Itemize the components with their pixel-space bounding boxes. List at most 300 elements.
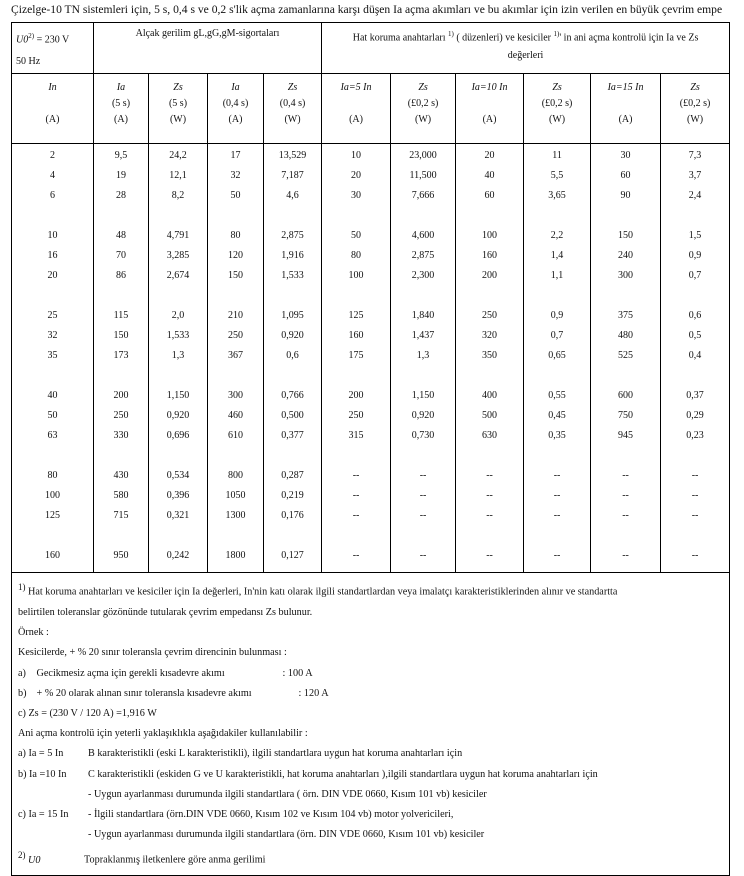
breaker-title-b: ( düzenleri) ve kesiciler [456,32,552,44]
column-header-l1: Ia [231,82,240,94]
group-gap [391,286,455,306]
table-cell: 610 [228,430,243,442]
group-gap [661,206,729,226]
table-cell: 160 [348,330,364,342]
u0-symbol: U0 [16,34,29,46]
column-header-l3: (A) [618,114,633,126]
table-cell: 2,2 [550,230,564,242]
table-cell: 250 [348,410,364,422]
example-a-value: : 100 A [282,667,313,679]
group-gap [591,286,660,306]
table-cell: 0,377 [281,430,304,442]
table-cell: -- [486,510,493,522]
table-cell: 13,529 [278,150,307,162]
example-b [18,684,723,704]
group-gap [94,286,148,306]
table-cell: 0,176 [281,510,304,522]
table-cell: 16 [47,250,58,262]
column-header [456,74,524,144]
group-gap [264,206,321,226]
table-cell: 0,127 [281,550,304,562]
table-cell: 0,35 [548,430,566,442]
table-cell: 2,875 [281,230,304,242]
group-gap [264,366,321,386]
table-cell: 9,5 [114,150,128,162]
group-gap [322,286,390,306]
rule-2-sub: - Uygun ayarlanması durumunda ilgili standartlara ( örn. DIN VDE 0660, Kısım 101 vb) kesiciler [88,788,487,800]
table-cell: 2,4 [688,190,702,202]
table-cell: 0,287 [281,470,304,482]
table-cell: 4 [50,170,55,182]
table-cell: 330 [113,430,129,442]
column-header-l2: (£0,2 s) [541,98,573,110]
table-cell: 30 [351,190,362,202]
group-gap [208,446,263,466]
table-cell: 12,1 [169,170,187,182]
data-column [661,144,730,573]
table-cell: 0,500 [281,410,304,422]
column-header-l3: (W) [284,114,301,126]
column-header-l3: (W) [548,114,566,126]
column-header-row [12,74,730,144]
table-cell: 125 [348,310,364,322]
table-cell: 100 [482,230,498,242]
table-cell: 0,242 [166,550,190,562]
table-cell: 1,1 [550,270,564,282]
table-cell: 23,000 [409,150,437,162]
group-gap [12,206,93,226]
voltage-value: = 230 V [36,34,70,46]
group-gap [591,366,660,386]
table-cell: 0,45 [548,410,566,422]
group-gap [391,206,455,226]
table-cell: 30 [620,150,631,162]
table-cell: -- [622,490,629,502]
table-cell: -- [352,510,360,522]
table-cell: -- [691,470,699,482]
group-gap [591,526,660,546]
rule-3-text: - İlgili standartlara (örn.DIN VDE 0660, Kısım 102 ve Kısım 104 vb) motor yolvericileri, [88,808,454,820]
data-column [12,144,94,573]
table-cell: -- [352,490,360,502]
table-cell: 7,666 [411,190,435,202]
table-cell: 240 [618,250,634,262]
group-gap [524,366,590,386]
table-cell: 1800 [225,550,246,562]
group-gap [208,526,263,546]
table-cell: 19 [116,170,126,182]
table-cell: -- [419,490,427,502]
table-cell: -- [419,510,427,522]
note-1-text-b: belirtilen toleranslar gözönünde tutularak çevrim empedansı Zs bulunur. [18,606,313,618]
table-cell: 0,730 [411,430,435,442]
group-gap [661,526,729,546]
rule-3-head: c) Ia = 15 In [18,808,69,820]
group-gap [94,446,148,466]
breaker-footnote-ref-1: 1) [447,30,454,38]
table-cell: 500 [482,410,498,422]
table-cell: 10 [351,150,362,162]
table-cell: 1050 [225,490,246,502]
table-cell: 1,3 [416,350,430,362]
example-b-value: : 120 A [298,687,329,699]
column-header-l2: (£0,2 s) [679,98,711,110]
group-gap [524,286,590,306]
column-header [391,74,456,144]
column-header-l1: In [48,82,57,94]
column-header-l1: Ia=15 In [607,82,644,94]
table-cell: 200 [113,390,129,402]
group-gap [12,526,93,546]
table-cell: 350 [482,350,498,362]
table-cell: 525 [618,350,634,362]
table-cell: 60 [620,170,631,182]
table-cell: 200 [348,390,364,402]
table-cell: 80 [47,470,58,482]
rule-2 [18,765,723,785]
column-header-l1: Zs [552,82,562,94]
table-cell: 25 [47,310,58,322]
group-gap [661,446,729,466]
table-cell: 1,4 [550,250,564,262]
table-cell: 460 [228,410,243,422]
table-cell: 0,920 [281,330,304,342]
table-cell: 150 [228,270,243,282]
table-cell: 100 [348,270,364,282]
table-cell: 2,300 [411,270,435,282]
example-a [18,664,723,684]
breaker-group-header [322,23,730,74]
example-a-text: Gecikmesiz açma için gerekli kısadevre akımı [36,667,225,679]
breaker-title-a: Hat koruma anahtarları [352,32,446,44]
table-cell: -- [553,470,561,482]
table-cell: 1,150 [411,390,435,402]
table-cell: 0,920 [411,410,435,422]
group-gap [264,286,321,306]
column-header-l1: Zs [418,82,428,94]
example-b-label: b) [18,687,27,699]
table-cell: 0,6 [688,310,702,322]
table-cell: 0,766 [281,390,304,402]
table-cell: 2,0 [171,310,185,322]
table-cell: 24,2 [169,150,187,162]
table-cell: 50 [351,230,362,242]
table-cell: 7,3 [688,150,702,162]
data-row [12,144,730,573]
note-1-marker: 1) [18,582,26,593]
note-1-text-a: Hat koruma anahtarları ve kesiciler için Ia değerleri, In'nin katı olarak ilgili standartlardan veya imalatçı karakteristiklerinden alınır ve standartta [28,586,618,598]
group-gap [322,526,390,546]
table-cell: 250 [228,330,243,342]
group-gap [149,526,207,546]
column-header-l1: Ia=10 In [471,82,508,94]
group-gap [322,446,390,466]
table-cell: 32 [47,330,58,342]
column-header [149,74,208,144]
note-2-u0: U0 [28,854,41,866]
fuse-table [11,22,730,876]
table-cell: -- [486,490,493,502]
group-gap [94,366,148,386]
group-gap [264,526,321,546]
table-cell: 35 [47,350,58,362]
column-header [524,74,591,144]
column-header-l2 [591,96,660,112]
table-cell: 0,534 [166,470,190,482]
column-header-l2: (£0,2 s) [407,98,439,110]
table-cell: 0,7 [688,270,702,282]
table-cell: 175 [348,350,364,362]
group-gap [524,206,590,226]
table-cell: 0,55 [548,390,566,402]
group-gap [456,446,523,466]
table-cell: -- [553,490,561,502]
group-gap [94,206,148,226]
table-cell: 0,7 [550,330,564,342]
fuse-group-header [94,23,322,74]
group-gap [12,366,93,386]
table-cell: 800 [228,470,243,482]
column-header-l1: Zs [173,82,183,94]
table-cell: 86 [116,270,126,282]
data-column [208,144,264,573]
column-header-l2: (0,4 s) [279,98,306,110]
table-cell: -- [691,490,699,502]
table-cell: 80 [351,250,362,262]
column-header-l3: (A) [482,114,497,126]
group-gap [208,286,263,306]
table-cell: 320 [482,330,498,342]
column-header-l2 [12,96,93,112]
table-cell: 2 [50,150,55,162]
table-cell: -- [622,510,629,522]
group-gap [149,366,207,386]
table-cell: 115 [113,310,129,322]
group-gap [391,446,455,466]
column-header-l2 [322,96,390,112]
column-header [591,74,661,144]
table-cell: 48 [116,230,126,242]
table-cell: 0,219 [281,490,304,502]
voltage-header [12,23,94,74]
u0-footnote-ref: 2) [28,32,35,40]
table-cell: -- [691,510,699,522]
table-cell: 0,321 [166,510,190,522]
table-cell: 40 [484,170,495,182]
table-cell: 945 [618,430,634,442]
group-gap [661,366,729,386]
data-column [591,144,661,573]
table-cell: 5,5 [550,170,564,182]
table-caption: Çizelge-10 TN sistemleri için, 5 s, 0,4 s ve 0,2 s'lik açma zamanlarına karşı düşen Ia açma akımları ve bu akımlar için izin verilen en büyük çevrim empe [11,3,723,16]
table-cell: 315 [348,430,364,442]
rule-3 [18,805,723,825]
fuse-group-title: Alçak gerilim gL,gG,gM-sigortaları [135,28,280,39]
frequency-value: 50 Hz [16,56,41,68]
table-cell: 0,4 [688,350,702,362]
table-cell: 630 [482,430,498,442]
table-cell: 20 [47,270,58,282]
table-cell: 480 [618,330,634,342]
rule-3-sub: - Uygun ayarlanması durumunda ilgili standartlara (örn. DIN VDE 0660, Kısım 101 vb) kesiciler [88,829,485,841]
example-label: Örnek : [18,627,49,639]
group-gap [661,286,729,306]
column-header-l3: (W) [414,114,432,126]
table-cell: 250 [113,410,129,422]
table-cell: 11 [552,150,562,162]
table-cell: 2,875 [411,250,435,262]
table-cell: 60 [484,190,495,202]
group-gap [456,286,523,306]
group-gap [149,286,207,306]
table-cell: 375 [618,310,634,322]
table-cell: -- [622,470,629,482]
group-gap [264,446,321,466]
example-a-label: a) [18,667,26,679]
group-gap [208,206,263,226]
group-gap [456,366,523,386]
group-gap [591,206,660,226]
rule-2-text: C karakteristikli (eskiden G ve U karakteristikli, hat koruma anahtarları ),ilgili standartlara uygun hat koruma anahtarları için [88,768,598,780]
note-2 [18,845,723,871]
table-cell: 3,65 [548,190,566,202]
table-cell: 1,095 [281,310,304,322]
data-column [391,144,456,573]
example-c: c) Zs = (230 V / 120 A) =1,916 W [18,707,157,719]
column-header [94,74,149,144]
data-column [94,144,149,573]
group-gap [208,366,263,386]
rule-1 [18,744,723,764]
table-cell: 1300 [225,510,246,522]
group-gap [524,526,590,546]
breaker-title-c: ' in ani açma kontrolü için Ia ve Zs [559,32,699,44]
table-cell: 50 [47,410,58,422]
rule-2-head: b) Ia =10 In [18,768,67,780]
data-column [322,144,391,573]
table-cell: 150 [618,230,634,242]
table-cell: 0,5 [688,330,702,342]
table-cell: 0,920 [166,410,190,422]
group-gap [391,366,455,386]
table-cell: 250 [482,310,498,322]
column-header [661,74,730,144]
column-header-l1: Zs [287,82,298,94]
note-2-marker: 2) [18,850,26,861]
column-header-l2: (5 s) [111,98,131,110]
group-gap [149,446,207,466]
group-gap [12,446,93,466]
group-gap [322,366,390,386]
table-cell: 80 [230,230,241,242]
table-cell: 125 [45,510,60,522]
column-header-l1: Ia [116,82,126,94]
column-header-l3: (W) [169,114,187,126]
column-header [12,74,94,144]
table-cell: 63 [47,430,58,442]
table-cell: 160 [482,250,498,262]
table-cell: 3,7 [688,170,702,182]
table-cell: 11,500 [409,170,437,182]
table-cell: 0,696 [166,430,190,442]
table-cell: 1,533 [166,330,190,342]
table-cell: 0,9 [550,310,564,322]
column-header-l3: (A) [349,114,363,126]
column-header [208,74,264,144]
column-header-l3: (A) [114,114,128,126]
table-cell: 750 [618,410,634,422]
table-cell: 3,285 [166,250,190,262]
example-b-text: + % 20 olarak alınan sınır toleransla kısadevre akımı [36,687,252,699]
table-cell: 430 [113,470,129,482]
rule-1-head: a) Ia = 5 In [18,748,64,760]
group-gap [94,526,148,546]
table-cell: 2,674 [166,270,190,282]
column-header-l2: (0,4 s) [222,98,249,110]
table-cell: 4,600 [411,230,435,242]
table-cell: -- [486,550,493,562]
breaker-example-intro: Kesicilerde, + % 20 sınır toleransla çevrim direncinin bulunması : [18,647,287,659]
column-header-l2: (5 s) [168,98,188,110]
table-cell: 200 [482,270,498,282]
table-cell: -- [419,550,427,562]
data-column [264,144,322,573]
column-header [322,74,391,144]
column-header [264,74,322,144]
group-gap [456,206,523,226]
table-cell: 4,6 [286,190,299,202]
table-cell: -- [486,470,493,482]
table-cell: 1,150 [166,390,190,402]
table-cell: 0,37 [686,390,704,402]
table-cell: 300 [618,270,634,282]
table-cell: 950 [113,550,129,562]
table-cell: 17 [230,150,241,162]
table-cell: 20 [484,150,495,162]
column-header-l1: Zs [690,82,700,94]
table-cell: -- [419,470,427,482]
group-gap [456,526,523,546]
table-cell: -- [553,550,561,562]
group-gap [391,526,455,546]
notes-section [12,573,730,876]
table-cell: 28 [116,190,126,202]
table-cell: 10 [47,230,58,242]
rule-1-text: B karakteristikli (eski L karakteristikli), ilgili standartlara uygun hat koruma anahtarları için [88,748,463,760]
table-cell: 160 [45,550,60,562]
table-cell: 1,916 [281,250,304,262]
table-cell: 210 [228,310,243,322]
group-gap [149,206,207,226]
table-cell: 32 [230,170,241,182]
column-header-l3: (A) [45,114,60,126]
table-cell: 1,437 [411,330,435,342]
table-cell: 300 [228,390,243,402]
note-2-text: Topraklanmış iletkenlere göre anma gerilimi [84,854,266,866]
table-cell: 580 [113,490,129,502]
data-column [524,144,591,573]
table-cell: -- [352,470,360,482]
table-cell: 0,9 [688,250,702,262]
table-cell: 100 [45,490,60,502]
group-gap [12,286,93,306]
table-cell: 0,6 [286,350,299,362]
table-cell: 1,3 [171,350,185,362]
table-cell: -- [622,550,629,562]
table-cell: 90 [620,190,631,202]
table-cell: 70 [116,250,126,262]
table-cell: -- [553,510,561,522]
